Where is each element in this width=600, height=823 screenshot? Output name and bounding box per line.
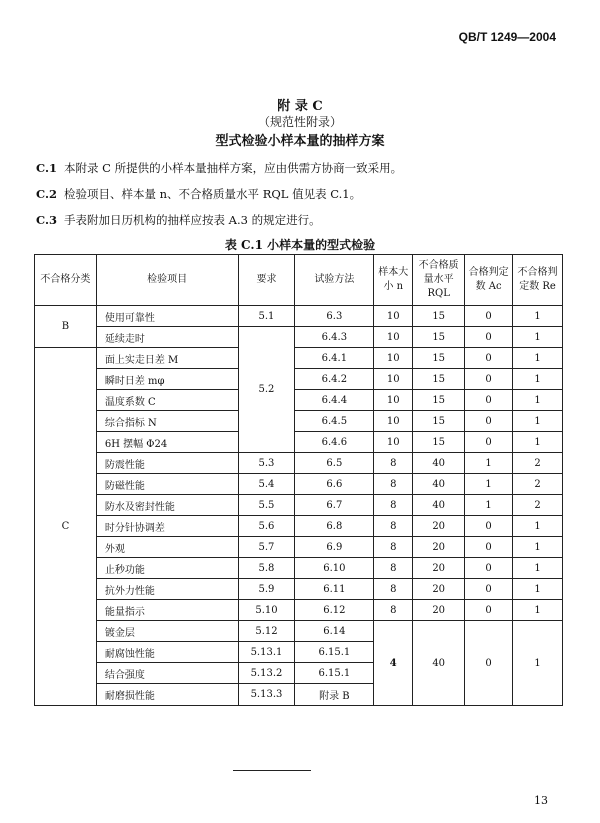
ac-cell: 0: [465, 558, 513, 579]
method-cell: 6.14: [295, 621, 374, 642]
method-cell: 6.5: [295, 453, 374, 474]
method-cell: 6.4.3: [295, 327, 374, 348]
rql-cell: 15: [413, 411, 465, 432]
header-requirement: 要求: [238, 255, 295, 306]
re-cell: 1: [513, 327, 563, 348]
re-cell: 1: [513, 558, 563, 579]
table-caption: 表 C.1 小样本量的型式检验: [224, 238, 376, 252]
table-row: [35, 306, 563, 327]
rql-cell: 40: [413, 495, 465, 516]
category-c-cell: C: [35, 348, 97, 706]
rql-cell: 20: [413, 579, 465, 600]
requirement-cell: 5.5: [238, 495, 295, 516]
category-b-cell: B: [35, 306, 97, 348]
clause-c1: [36, 160, 402, 176]
table-row: [35, 369, 563, 390]
item-cell: 耐腐蚀性能: [96, 642, 238, 663]
clause-c2: [36, 186, 361, 202]
item-cell: 防水及密封性能: [96, 495, 238, 516]
annex-title: 附 录 C: [277, 99, 323, 114]
re-cell: 1: [513, 600, 563, 621]
ac-cell: 0: [465, 411, 513, 432]
clause-number: C.3: [36, 213, 57, 227]
requirement-cell: 5.6: [238, 516, 295, 537]
rql-cell: 40: [413, 453, 465, 474]
ac-cell: 0: [465, 432, 513, 453]
ac-cell: 0: [465, 369, 513, 390]
method-cell: 6.7: [295, 495, 374, 516]
clause-text: 手表附加日历机构的抽样应按表 A.3 的规定进行。: [64, 213, 321, 227]
requirement-cell: 5.1: [238, 306, 295, 327]
header-rql: 不合格质量水平 RQL: [413, 255, 465, 306]
requirement-cell: 5.3: [238, 453, 295, 474]
re-cell: 1: [513, 516, 563, 537]
ac-cell: 0: [465, 306, 513, 327]
method-cell: 附录 B: [295, 684, 374, 706]
rql-cell: 20: [413, 516, 465, 537]
sample-size-cell: 8: [374, 579, 413, 600]
header-category: 不合格分类: [35, 255, 97, 306]
annex-subtitle: 型式检验小样本量的抽样方案: [215, 134, 385, 149]
rql-cell: 40: [413, 474, 465, 495]
re-cell: 2: [513, 474, 563, 495]
header-method: 试验方法: [295, 255, 374, 306]
rql-cell: 20: [413, 558, 465, 579]
sample-size-cell: 8: [374, 453, 413, 474]
method-cell: 6.11: [295, 579, 374, 600]
sample-size-cell: 8: [374, 600, 413, 621]
table-row: [35, 390, 563, 411]
re-cell: 2: [513, 495, 563, 516]
requirement-cell: 5.13.3: [238, 684, 295, 706]
method-cell: 6.4.6: [295, 432, 374, 453]
table-row: [35, 621, 563, 642]
ac-cell-merged: 0: [465, 621, 513, 706]
sample-size-cell: 8: [374, 474, 413, 495]
ac-cell: 0: [465, 516, 513, 537]
footer-divider: [233, 770, 311, 771]
method-cell: 6.3: [295, 306, 374, 327]
re-cell: 1: [513, 537, 563, 558]
re-cell: 1: [513, 411, 563, 432]
rql-cell: 15: [413, 327, 465, 348]
table-row: [35, 579, 563, 600]
method-cell: 6.4.4: [295, 390, 374, 411]
item-cell: 能量指示: [96, 600, 238, 621]
item-cell: 防震性能: [96, 453, 238, 474]
method-cell: 6.4.5: [295, 411, 374, 432]
sample-size-cell: 10: [374, 327, 413, 348]
sample-size-cell: 8: [374, 516, 413, 537]
rql-cell: 20: [413, 537, 465, 558]
rql-cell: 15: [413, 369, 465, 390]
sample-size-cell: 10: [374, 432, 413, 453]
item-cell: 面上实走日差 M: [96, 348, 238, 369]
item-cell: 瞬时日差 mφ: [96, 369, 238, 390]
table-header-row: [35, 255, 563, 306]
re-cell-merged: 1: [513, 621, 563, 706]
header-re: 不合格判定数 Re: [513, 255, 563, 306]
re-cell: 1: [513, 579, 563, 600]
method-cell: 6.9: [295, 537, 374, 558]
requirement-cell: 5.9: [238, 579, 295, 600]
table-row: [35, 537, 563, 558]
requirement-cell: 5.12: [238, 621, 295, 642]
re-cell: 2: [513, 453, 563, 474]
ac-cell: 0: [465, 537, 513, 558]
sampling-table: [34, 254, 563, 706]
ac-cell: 1: [465, 453, 513, 474]
method-cell: 6.8: [295, 516, 374, 537]
rql-cell: 15: [413, 390, 465, 411]
table-row: [35, 348, 563, 369]
clause-number: C.2: [36, 187, 57, 201]
item-cell: 时分针协调差: [96, 516, 238, 537]
ac-cell: 0: [465, 348, 513, 369]
header-item: 检验项目: [96, 255, 238, 306]
item-cell: 抗外力性能: [96, 579, 238, 600]
sample-size-cell: 10: [374, 348, 413, 369]
sample-size-cell: 8: [374, 495, 413, 516]
ac-cell: 0: [465, 600, 513, 621]
header-ac: 合格判定数 Ac: [465, 255, 513, 306]
item-cell: 延续走时: [96, 327, 238, 348]
method-cell: 6.15.1: [295, 663, 374, 684]
re-cell: 1: [513, 369, 563, 390]
ac-cell: 1: [465, 495, 513, 516]
requirement-cell: 5.13.2: [238, 663, 295, 684]
item-cell: 6H 摆幅 Φ24: [96, 432, 238, 453]
re-cell: 1: [513, 348, 563, 369]
table-row: [35, 411, 563, 432]
clause-text: 检验项目、样本量 n、不合格质量水平 RQL 值见表 C.1。: [64, 187, 362, 201]
table-row: [35, 516, 563, 537]
requirement-cell: 5.10: [238, 600, 295, 621]
requirement-cell: 5.4: [238, 474, 295, 495]
ac-cell: 0: [465, 327, 513, 348]
item-cell: 综合指标 N: [96, 411, 238, 432]
item-cell: 温度系数 C: [96, 390, 238, 411]
header-sample-size: 样本大小 n: [374, 255, 413, 306]
item-cell: 外观: [96, 537, 238, 558]
rql-cell: 15: [413, 348, 465, 369]
table-row: [35, 600, 563, 621]
re-cell: 1: [513, 390, 563, 411]
table-row: [35, 495, 563, 516]
item-cell: 耐磨损性能: [96, 684, 238, 706]
sample-size-cell-merged: 4: [374, 621, 413, 706]
item-cell: 镀金层: [96, 621, 238, 642]
ac-cell: 0: [465, 579, 513, 600]
sample-size-cell: 8: [374, 558, 413, 579]
requirement-cell: 5.8: [238, 558, 295, 579]
method-cell: 6.10: [295, 558, 374, 579]
rql-cell: 15: [413, 432, 465, 453]
sample-size-cell: 8: [374, 537, 413, 558]
method-cell: 6.4.1: [295, 348, 374, 369]
page-number: 13: [534, 794, 548, 807]
sample-size-cell: 10: [374, 306, 413, 327]
standard-number: QB/T 1249—2004: [458, 30, 556, 44]
ac-cell: 1: [465, 474, 513, 495]
table-row: [35, 432, 563, 453]
re-cell: 1: [513, 432, 563, 453]
requirement-cell: 5.13.1: [238, 642, 295, 663]
sample-size-cell: 10: [374, 390, 413, 411]
clause-c3: [36, 212, 321, 228]
method-cell: 6.4.2: [295, 369, 374, 390]
table-row: [35, 474, 563, 495]
method-cell: 6.15.1: [295, 642, 374, 663]
table-row: [35, 453, 563, 474]
clause-text: 本附录 C 所提供的小样本量抽样方案，应由供需方协商一致采用。: [64, 161, 403, 175]
rql-cell: 15: [413, 306, 465, 327]
sample-size-cell: 10: [374, 369, 413, 390]
rql-cell-merged: 40: [413, 621, 465, 706]
ac-cell: 0: [465, 390, 513, 411]
item-cell: 结合强度: [96, 663, 238, 684]
method-cell: 6.12: [295, 600, 374, 621]
table-row: [35, 558, 563, 579]
sample-size-cell: 10: [374, 411, 413, 432]
annex-type: （规范性附录）: [257, 115, 342, 129]
clause-number: C.1: [36, 161, 57, 175]
requirement-cell-merged: 5.2: [238, 327, 295, 453]
re-cell: 1: [513, 306, 563, 327]
item-cell: 止秒功能: [96, 558, 238, 579]
item-cell: 防磁性能: [96, 474, 238, 495]
requirement-cell: 5.7: [238, 537, 295, 558]
method-cell: 6.6: [295, 474, 374, 495]
table-row: [35, 327, 563, 348]
rql-cell: 20: [413, 600, 465, 621]
item-cell: 使用可靠性: [96, 306, 238, 327]
